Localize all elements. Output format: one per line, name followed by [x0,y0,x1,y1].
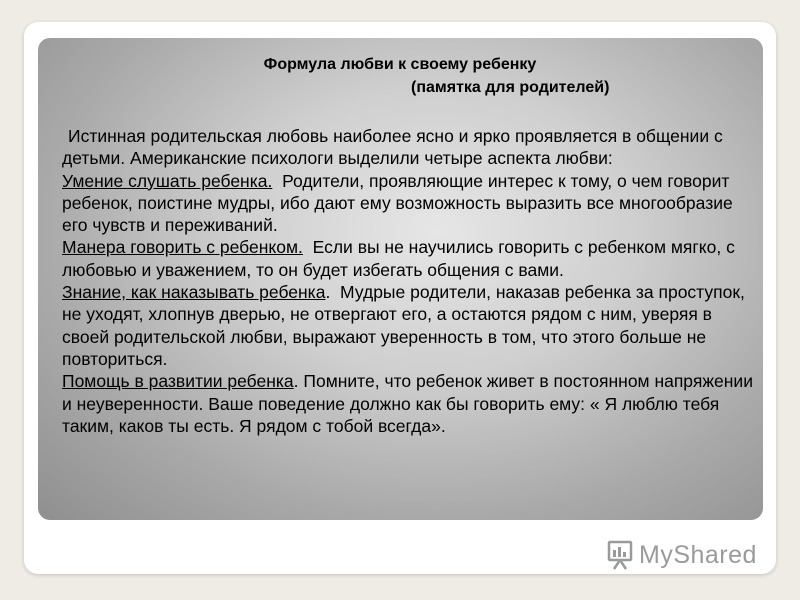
aspect-paragraph [62,170,762,237]
aspect-text: . Мудрые родители, наказав ребенка за проступок, не уходят, хлопнув дверью, не отвергают его, а остаются рядом с ним, уверяя в своей родительской любви, выражают уверенность в том, что этого больше не повториться. [62,282,750,369]
aspect-title: Знание, как наказывать ребенка [62,282,326,303]
memo-title: Формула любви к своему ребенку [263,56,537,73]
aspect-text: Если вы не научились говорить с ребенком мягко, с любовью и уважением, то он будет избегать общения с вами. [62,237,740,280]
aspect-title: Умение слушать ребенка. [62,170,273,191]
aspect-title: Манера говорить с ребенком. [62,237,303,258]
presentation-board-icon [607,540,633,570]
intro-paragraph: Истинная родительская любовь наиболее ясно и ярко проявляется в общении с детьми. Американские психологи выделили четыре аспекта любви: [62,126,723,169]
watermark [607,537,757,573]
aspect-paragraph [62,370,762,437]
aspect-paragraph [62,236,762,281]
aspect-paragraph [62,281,762,370]
memo-subtitle: (памятка для родителей) [411,79,610,96]
aspect-text: Родители, проявляющие интерес к тому, о чем говорит ребенок, поистине мудры, ибо дают ему возможность выразить все многообразие его чувств и переживаний. [62,170,738,236]
memo-body [62,125,762,437]
aspect-title: Помощь в развитии ребенка [62,371,294,392]
watermark-text: MyShared [639,540,757,569]
aspect-text: . Помните, что ребенок живет в постоянном напряжении и неуверенности. Ваше поведение должно как бы говорить ему: « Я люблю тебя таким, каков ты есть. Я рядом с тобой всегда». [62,371,758,436]
